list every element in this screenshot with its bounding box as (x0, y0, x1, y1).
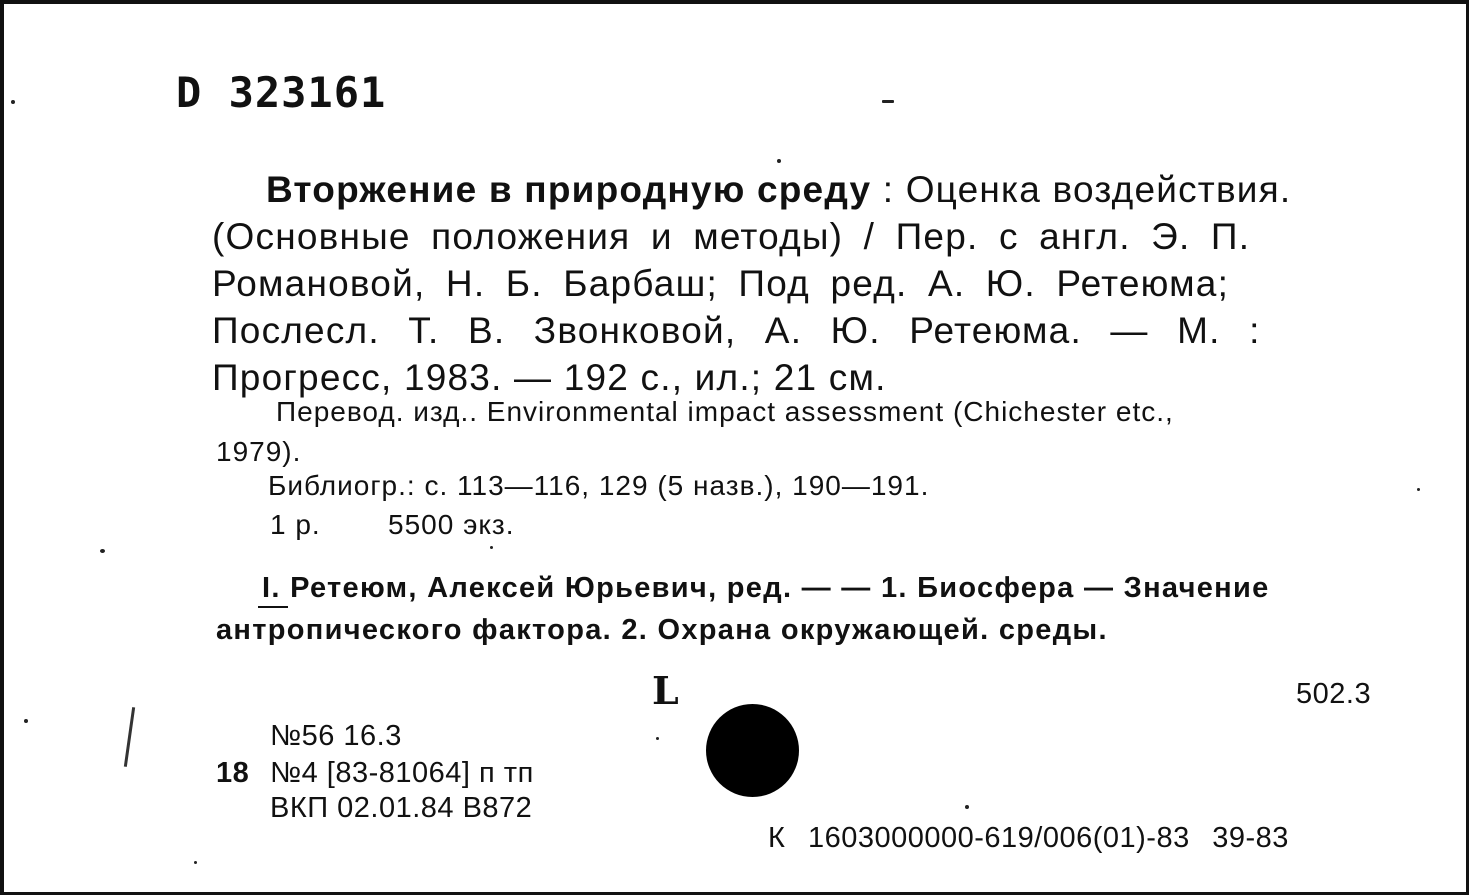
translation-note-line-1: Перевод. изд.. Environmental impact assessment (Chichester etc., (276, 396, 1174, 427)
main-entry-line-2: (Основные положения и методы) / Пер. с англ. Э. П. (212, 216, 1251, 257)
code-line-1: №56 16.3 (270, 720, 402, 752)
speck (777, 159, 781, 163)
speck (1417, 488, 1420, 491)
main-entry-line-4: Послесл. Т. В. Звонковой, А. Ю. Ретеюма. — М. : (212, 310, 1261, 351)
mark-l: L (652, 668, 679, 713)
call-number: D 323161 (176, 68, 387, 117)
title-continuation: : Оценка воздействия. (882, 169, 1292, 210)
main-entry-line-1 (266, 169, 1291, 211)
price: 1 р. (270, 509, 321, 540)
margin-scratch (124, 707, 135, 767)
subject-line-2: антропического фактора. 2. Охрана окружающей. среды. (216, 614, 1108, 646)
main-entry-line-5: Прогресс, 1983. — 192 с., ил.; 21 см. (212, 357, 887, 398)
title: Вторжение в природную среду (266, 169, 872, 210)
bottom-code: К 1603000000-619/006(01)-83 39-83 (768, 822, 1289, 854)
code-line-2: №4 [83-81064] п тп (270, 757, 534, 789)
speck (11, 100, 15, 104)
translation-note-line-2: 1979). (216, 436, 302, 467)
subject-line-1: I. Ретеюм, Алексей Юрьевич, ред. — — 1. Биосфера — Значение (262, 572, 1270, 604)
punch-hole (706, 704, 799, 797)
code-line-3: ВКП 02.01.84 В872 (270, 792, 533, 824)
speck (24, 719, 28, 723)
speck (965, 805, 969, 809)
classification-number: 502.3 (1296, 678, 1372, 710)
speck (656, 737, 659, 740)
bibliography-note: Библиогр.: с. 113—116, 129 (5 назв.), 190—191. (268, 470, 930, 501)
speck (882, 100, 894, 103)
speck (194, 861, 197, 864)
main-entry-line-3: Романовой, Н. Б. Барбаш; Под ред. А. Ю. Ретеюма; (212, 263, 1230, 304)
print-run: 5500 экз. (388, 509, 515, 540)
speck (100, 549, 105, 553)
subject-underline (258, 606, 288, 608)
speck (490, 546, 493, 549)
code-line-2-prefix: 18 (216, 757, 250, 789)
